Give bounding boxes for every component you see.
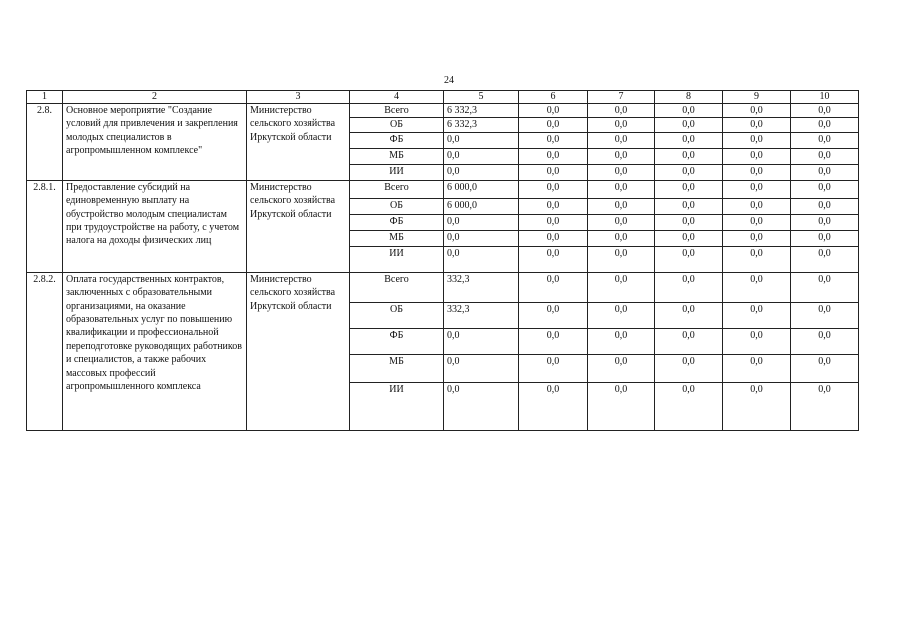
- amount-cell: 6 332,3: [444, 104, 519, 118]
- amount-cell: 0,0: [588, 382, 655, 430]
- funding-source: ФБ: [350, 328, 444, 354]
- column-header: 5: [444, 91, 519, 104]
- amount-cell: 6 000,0: [444, 180, 519, 198]
- amount-cell: 0,0: [588, 180, 655, 198]
- amount-cell: 0,0: [723, 132, 791, 148]
- item-name: Оплата государственных контрактов, заключенных с образовательными организациями, на оказание образовательных услуг по повышению квалификации и профессиональной переподготовке руководящих работников и специалистов, а также рабочих массовых профессий агропромышленного комплекса: [63, 272, 247, 430]
- column-header: 6: [519, 91, 588, 104]
- table-row: [27, 180, 859, 198]
- amount-cell: 0,0: [444, 132, 519, 148]
- amount-cell: 0,0: [519, 132, 588, 148]
- amount-cell: 0,0: [791, 104, 859, 118]
- item-name: Основное мероприятие "Создание условий для привлечения и закрепления молодых специалистов в агропромышленном комплексе": [63, 104, 247, 181]
- column-header: 3: [247, 91, 350, 104]
- amount-cell: 332,3: [444, 302, 519, 328]
- amount-cell: 0,0: [519, 302, 588, 328]
- amount-cell: 0,0: [791, 246, 859, 272]
- amount-cell: 0,0: [791, 164, 859, 180]
- amount-cell: 0,0: [588, 302, 655, 328]
- amount-cell: 0,0: [655, 104, 723, 118]
- amount-cell: 0,0: [791, 214, 859, 230]
- amount-cell: 332,3: [444, 272, 519, 302]
- funding-source: ОБ: [350, 302, 444, 328]
- amount-cell: 6 332,3: [444, 118, 519, 132]
- funding-source: Всего: [350, 104, 444, 118]
- amount-cell: 0,0: [723, 148, 791, 164]
- table-body: [27, 104, 859, 431]
- amount-cell: 0,0: [588, 272, 655, 302]
- amount-cell: 0,0: [519, 104, 588, 118]
- amount-cell: 0,0: [791, 118, 859, 132]
- amount-cell: 0,0: [444, 246, 519, 272]
- amount-cell: 0,0: [519, 148, 588, 164]
- amount-cell: 0,0: [444, 354, 519, 382]
- column-header: 7: [588, 91, 655, 104]
- amount-cell: 0,0: [723, 104, 791, 118]
- amount-cell: 6 000,0: [444, 198, 519, 214]
- funding-source: Всего: [350, 272, 444, 302]
- column-header: 2: [63, 91, 247, 104]
- table-row: [27, 104, 859, 118]
- item-executor: Министерство сельского хозяйства Иркутской области: [247, 272, 350, 430]
- funding-source: МБ: [350, 230, 444, 246]
- amount-cell: 0,0: [655, 328, 723, 354]
- funding-source: ФБ: [350, 132, 444, 148]
- amount-cell: 0,0: [723, 118, 791, 132]
- item-executor: Министерство сельского хозяйства Иркутской области: [247, 104, 350, 181]
- amount-cell: 0,0: [791, 132, 859, 148]
- amount-cell: 0,0: [791, 272, 859, 302]
- header-row: [27, 91, 859, 104]
- amount-cell: 0,0: [723, 164, 791, 180]
- amount-cell: 0,0: [588, 118, 655, 132]
- amount-cell: 0,0: [791, 230, 859, 246]
- amount-cell: 0,0: [723, 328, 791, 354]
- amount-cell: 0,0: [655, 164, 723, 180]
- amount-cell: 0,0: [655, 302, 723, 328]
- amount-cell: 0,0: [519, 354, 588, 382]
- funding-source: МБ: [350, 354, 444, 382]
- page-number: 24: [444, 75, 454, 86]
- amount-cell: 0,0: [588, 230, 655, 246]
- amount-cell: 0,0: [655, 214, 723, 230]
- amount-cell: 0,0: [723, 198, 791, 214]
- amount-cell: 0,0: [723, 382, 791, 430]
- amount-cell: 0,0: [791, 180, 859, 198]
- funding-source: ИИ: [350, 246, 444, 272]
- item-executor: Министерство сельского хозяйства Иркутской области: [247, 180, 350, 272]
- amount-cell: 0,0: [791, 328, 859, 354]
- funding-source: ОБ: [350, 118, 444, 132]
- amount-cell: 0,0: [519, 272, 588, 302]
- amount-cell: 0,0: [519, 198, 588, 214]
- amount-cell: 0,0: [791, 198, 859, 214]
- amount-cell: 0,0: [791, 148, 859, 164]
- amount-cell: 0,0: [444, 230, 519, 246]
- budget-table: [26, 90, 859, 431]
- amount-cell: 0,0: [655, 382, 723, 430]
- amount-cell: 0,0: [519, 246, 588, 272]
- amount-cell: 0,0: [723, 214, 791, 230]
- amount-cell: 0,0: [519, 230, 588, 246]
- amount-cell: 0,0: [444, 328, 519, 354]
- amount-cell: 0,0: [519, 118, 588, 132]
- amount-cell: 0,0: [791, 382, 859, 430]
- amount-cell: 0,0: [655, 198, 723, 214]
- column-header: 4: [350, 91, 444, 104]
- amount-cell: 0,0: [655, 148, 723, 164]
- item-number: 2.8.1.: [27, 180, 63, 272]
- table-row: [27, 272, 859, 302]
- amount-cell: 0,0: [655, 354, 723, 382]
- amount-cell: 0,0: [723, 230, 791, 246]
- amount-cell: 0,0: [655, 180, 723, 198]
- funding-source: ФБ: [350, 214, 444, 230]
- amount-cell: 0,0: [519, 214, 588, 230]
- item-name: Предоставление субсидий на единовременную выплату на обустройство молодым специалистам при трудоустройстве на работу, с учетом налога на доходы физических лиц: [63, 180, 247, 272]
- amount-cell: 0,0: [723, 180, 791, 198]
- funding-source: Всего: [350, 180, 444, 198]
- amount-cell: 0,0: [655, 272, 723, 302]
- amount-cell: 0,0: [723, 246, 791, 272]
- amount-cell: 0,0: [588, 354, 655, 382]
- amount-cell: 0,0: [655, 230, 723, 246]
- amount-cell: 0,0: [655, 246, 723, 272]
- amount-cell: 0,0: [519, 328, 588, 354]
- funding-source: МБ: [350, 148, 444, 164]
- amount-cell: 0,0: [588, 246, 655, 272]
- amount-cell: 0,0: [519, 382, 588, 430]
- amount-cell: 0,0: [444, 214, 519, 230]
- funding-source: ОБ: [350, 198, 444, 214]
- amount-cell: 0,0: [723, 272, 791, 302]
- column-header: 8: [655, 91, 723, 104]
- amount-cell: 0,0: [588, 214, 655, 230]
- amount-cell: 0,0: [588, 164, 655, 180]
- amount-cell: 0,0: [588, 132, 655, 148]
- amount-cell: 0,0: [519, 164, 588, 180]
- funding-source: ИИ: [350, 382, 444, 430]
- item-number: 2.8.2.: [27, 272, 63, 430]
- amount-cell: 0,0: [444, 148, 519, 164]
- amount-cell: 0,0: [444, 164, 519, 180]
- column-header: 9: [723, 91, 791, 104]
- amount-cell: 0,0: [791, 354, 859, 382]
- amount-cell: 0,0: [588, 148, 655, 164]
- item-number: 2.8.: [27, 104, 63, 181]
- column-header: 1: [27, 91, 63, 104]
- amount-cell: 0,0: [444, 382, 519, 430]
- amount-cell: 0,0: [655, 118, 723, 132]
- funding-source: ИИ: [350, 164, 444, 180]
- amount-cell: 0,0: [519, 180, 588, 198]
- amount-cell: 0,0: [588, 198, 655, 214]
- amount-cell: 0,0: [723, 302, 791, 328]
- amount-cell: 0,0: [791, 302, 859, 328]
- column-header: 10: [791, 91, 859, 104]
- amount-cell: 0,0: [588, 328, 655, 354]
- amount-cell: 0,0: [588, 104, 655, 118]
- amount-cell: 0,0: [655, 132, 723, 148]
- amount-cell: 0,0: [723, 354, 791, 382]
